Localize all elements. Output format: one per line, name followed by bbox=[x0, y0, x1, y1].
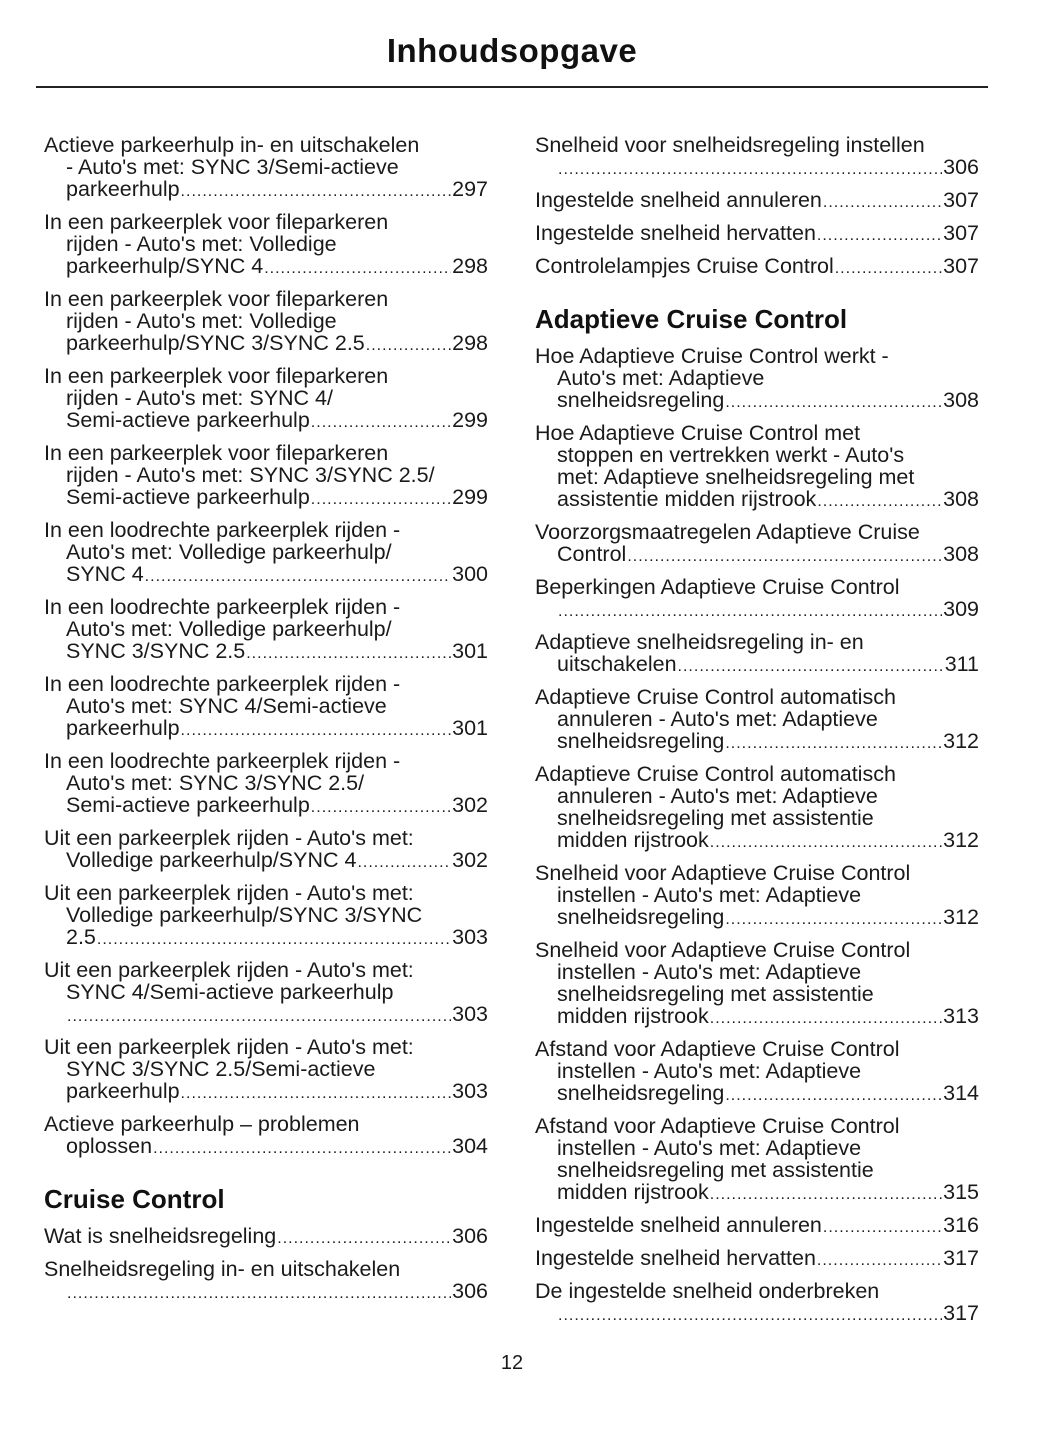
toc-entry-last-line bbox=[535, 389, 979, 414]
toc-entry-last-line bbox=[535, 1082, 979, 1107]
toc-entry-last-line bbox=[535, 1302, 979, 1327]
toc-entry-text: Volledige parkeerhulp/SYNC 4 bbox=[66, 848, 357, 872]
toc-entry[interactable] bbox=[44, 519, 488, 588]
toc-page-number: 312 bbox=[943, 729, 979, 753]
toc-entry[interactable] bbox=[44, 1225, 488, 1250]
toc-entry-last-line bbox=[535, 598, 979, 623]
toc-entry-text: parkeerhulp bbox=[66, 1079, 180, 1103]
toc-entry-line: - Auto's met: SYNC 3/Semi-actieve bbox=[66, 155, 399, 179]
toc-entry[interactable] bbox=[535, 189, 979, 214]
toc-page-number: 316 bbox=[943, 1213, 979, 1237]
toc-entry-line: Afstand voor Adaptieve Cruise Control bbox=[535, 1114, 900, 1138]
toc-entry-last-line bbox=[44, 1080, 488, 1105]
toc-entry-line: Hoe Adaptieve Cruise Control werkt - bbox=[535, 344, 889, 368]
toc-entry-line: Auto's met: Volledige parkeerhulp/ bbox=[66, 617, 392, 641]
section-heading-adaptive-cruise-control: Adaptieve Cruise Control bbox=[535, 304, 848, 334]
toc-entry-line: rijden - Auto's met: SYNC 3/SYNC 2.5/ bbox=[66, 463, 435, 487]
toc-entry-last-line bbox=[535, 543, 979, 568]
dot-leader bbox=[311, 797, 451, 819]
toc-entry-last-line bbox=[535, 189, 979, 214]
toc-entry-line: stoppen en vertrekken werkt - Auto's bbox=[557, 443, 905, 467]
toc-page-number: 311 bbox=[944, 652, 979, 676]
toc-entry[interactable] bbox=[535, 222, 979, 247]
toc-entry-last-line bbox=[44, 332, 488, 357]
toc-page-number: 299 bbox=[452, 485, 488, 509]
dot-leader bbox=[725, 909, 942, 931]
toc-page-number: 303 bbox=[452, 925, 488, 949]
toc-entry-line: met: Adaptieve snelheidsregeling met bbox=[557, 465, 915, 489]
toc-entry-line: rijden - Auto's met: Volledige bbox=[66, 232, 337, 256]
toc-entry[interactable] bbox=[44, 1113, 488, 1160]
toc-entry-last-line bbox=[535, 156, 979, 181]
toc-entry[interactable] bbox=[535, 631, 979, 678]
dot-leader bbox=[817, 225, 942, 247]
toc-page-number: 304 bbox=[452, 1134, 488, 1158]
toc-entry-line: Volledige parkeerhulp/SYNC 3/SYNC bbox=[66, 903, 423, 927]
dot-leader bbox=[67, 1283, 451, 1305]
toc-entry[interactable] bbox=[44, 365, 488, 434]
toc-entry-line: Adaptieve snelheidsregeling in- en bbox=[535, 630, 864, 654]
toc-entry-text: parkeerhulp/SYNC 3/SYNC 2.5 bbox=[66, 331, 365, 355]
toc-right-column bbox=[535, 134, 979, 1335]
toc-page-number: 303 bbox=[452, 1002, 488, 1026]
toc-entry-line: In een parkeerplek voor fileparkeren bbox=[44, 441, 389, 465]
toc-entry-text: Wat is snelheidsregeling bbox=[44, 1224, 277, 1248]
toc-entry-last-line bbox=[44, 563, 488, 588]
toc-entry-last-line bbox=[535, 1005, 979, 1030]
toc-page-number: 307 bbox=[943, 188, 979, 212]
toc-entry-last-line bbox=[535, 829, 979, 854]
dot-leader bbox=[145, 566, 451, 588]
toc-entry-last-line bbox=[535, 1214, 979, 1239]
toc-page-number: 306 bbox=[452, 1279, 488, 1303]
toc-entry-line: Auto's met: Volledige parkeerhulp/ bbox=[66, 540, 392, 564]
toc-entry-line: In een loodrechte parkeerplek rijden - bbox=[44, 672, 401, 696]
page-number: 12 bbox=[500, 1352, 524, 1374]
toc-page-number: 312 bbox=[943, 828, 979, 852]
toc-entry-text: uitschakelen bbox=[557, 652, 677, 676]
toc-entry[interactable] bbox=[44, 1036, 488, 1105]
toc-entry[interactable] bbox=[535, 1214, 979, 1239]
toc-entry-text: Ingestelde snelheid annuleren bbox=[535, 188, 822, 212]
toc-entry[interactable] bbox=[535, 1280, 979, 1327]
toc-entry-text: Control bbox=[557, 542, 627, 566]
page-title: Inhoudsopgave bbox=[386, 32, 638, 69]
toc-page-number: 312 bbox=[943, 905, 979, 929]
dot-leader bbox=[357, 852, 451, 874]
toc-entry-last-line bbox=[44, 255, 488, 280]
toc-entry-line: instellen - Auto's met: Adaptieve bbox=[557, 1059, 862, 1083]
dot-leader bbox=[558, 1305, 942, 1327]
toc-entry-line: Auto's met: SYNC 3/SYNC 2.5/ bbox=[66, 771, 365, 795]
toc-page-number: 315 bbox=[943, 1180, 979, 1204]
toc-entry-line: instellen - Auto's met: Adaptieve bbox=[557, 883, 862, 907]
toc-entry-line: Auto's met: Adaptieve bbox=[557, 366, 765, 390]
toc-entries-adaptive-cruise-control bbox=[535, 345, 979, 1327]
toc-entry[interactable] bbox=[535, 763, 979, 854]
toc-entry[interactable] bbox=[535, 422, 979, 513]
toc-entry[interactable] bbox=[535, 686, 979, 755]
toc-entry-text: Ingestelde snelheid annuleren bbox=[535, 1213, 822, 1237]
toc-entries-parking bbox=[44, 134, 488, 1160]
toc-entry-last-line bbox=[535, 653, 979, 678]
toc-entry-last-line bbox=[535, 1247, 979, 1272]
section-heading-cruise-control: Cruise Control bbox=[44, 1184, 225, 1214]
dot-leader bbox=[817, 491, 942, 513]
toc-entry[interactable] bbox=[535, 1247, 979, 1272]
toc-entry-last-line bbox=[44, 486, 488, 511]
toc-entry-line: Actieve parkeerhulp – problemen bbox=[44, 1112, 360, 1136]
dot-leader bbox=[725, 392, 942, 414]
toc-page-number: 309 bbox=[943, 597, 979, 621]
toc-entry-last-line bbox=[44, 409, 488, 434]
toc-entry-last-line bbox=[44, 717, 488, 742]
toc-entries-cruise-control bbox=[44, 1225, 488, 1305]
toc-entry-line: In een loodrechte parkeerplek rijden - bbox=[44, 518, 401, 542]
toc-left-column bbox=[44, 134, 488, 1313]
toc-page-number: 298 bbox=[452, 331, 488, 355]
toc-page-number: 308 bbox=[943, 487, 979, 511]
toc-entry[interactable] bbox=[44, 750, 488, 819]
toc-entry-last-line bbox=[535, 222, 979, 247]
dot-leader bbox=[311, 412, 451, 434]
toc-entry-line: snelheidsregeling met assistentie bbox=[557, 982, 874, 1006]
dot-leader bbox=[264, 258, 451, 280]
toc-page-number: 313 bbox=[943, 1004, 979, 1028]
toc-entry[interactable] bbox=[44, 442, 488, 511]
toc-entry[interactable] bbox=[44, 288, 488, 357]
toc-entry-last-line bbox=[44, 926, 488, 951]
toc-entry-line: Voorzorgsmaatregelen Adaptieve Cruise bbox=[535, 520, 920, 544]
toc-page-number: 317 bbox=[943, 1301, 979, 1325]
toc-entry-last-line bbox=[44, 1280, 488, 1305]
toc-entry-text: snelheidsregeling bbox=[557, 1081, 725, 1105]
toc-entry-line: In een parkeerplek voor fileparkeren bbox=[44, 210, 389, 234]
toc-entry-line: rijden - Auto's met: Volledige bbox=[66, 309, 337, 333]
dot-leader bbox=[311, 489, 451, 511]
toc-entry-line: instellen - Auto's met: Adaptieve bbox=[557, 960, 862, 984]
toc-entry-last-line bbox=[44, 849, 488, 874]
toc-entry-text: parkeerhulp bbox=[66, 177, 180, 201]
toc-entry-text: Semi-actieve parkeerhulp bbox=[66, 793, 310, 817]
toc-entry-text: Semi-actieve parkeerhulp bbox=[66, 408, 310, 432]
toc-entry-line: Uit een parkeerplek rijden - Auto's met: bbox=[44, 826, 414, 850]
title-divider bbox=[36, 86, 988, 88]
toc-entry-last-line bbox=[44, 178, 488, 203]
toc-entry-line: instellen - Auto's met: Adaptieve bbox=[557, 1136, 862, 1160]
dot-leader bbox=[710, 1184, 942, 1206]
dot-leader bbox=[246, 643, 451, 665]
toc-entry-text: parkeerhulp/SYNC 4 bbox=[66, 254, 264, 278]
toc-page-number: 307 bbox=[943, 221, 979, 245]
toc-entry-line: rijden - Auto's met: SYNC 4/ bbox=[66, 386, 333, 410]
dot-leader bbox=[823, 1217, 942, 1239]
toc-entry-line: Hoe Adaptieve Cruise Control met bbox=[535, 421, 861, 445]
toc-entry-text: Ingestelde snelheid hervatten bbox=[535, 1246, 816, 1270]
toc-entries-cruise-control-cont bbox=[535, 134, 979, 280]
dot-leader bbox=[627, 546, 942, 568]
toc-entry-line: annuleren - Auto's met: Adaptieve bbox=[557, 707, 878, 731]
toc-entry-line: Afstand voor Adaptieve Cruise Control bbox=[535, 1037, 900, 1061]
dot-leader bbox=[67, 1006, 451, 1028]
dot-leader bbox=[725, 733, 942, 755]
toc-entry-line: Uit een parkeerplek rijden - Auto's met: bbox=[44, 1035, 414, 1059]
toc-entry-last-line bbox=[535, 1181, 979, 1206]
toc-entry-last-line bbox=[535, 488, 979, 513]
toc-page-number: 297 bbox=[452, 177, 488, 201]
toc-page-number: 308 bbox=[943, 542, 979, 566]
toc-entry[interactable] bbox=[535, 1038, 979, 1107]
toc-entry-text: 2.5 bbox=[66, 925, 96, 949]
toc-entry-text: midden rijstrook bbox=[557, 1004, 709, 1028]
toc-entry-last-line bbox=[44, 640, 488, 665]
dot-leader bbox=[710, 832, 942, 854]
dot-leader bbox=[710, 1008, 942, 1030]
toc-entry-last-line bbox=[44, 1003, 488, 1028]
toc-entry-last-line bbox=[44, 1225, 488, 1250]
toc-page-number: 302 bbox=[452, 793, 488, 817]
toc-entry[interactable] bbox=[535, 521, 979, 568]
toc-entry[interactable] bbox=[535, 576, 979, 623]
toc-entry-last-line bbox=[535, 730, 979, 755]
toc-entry-line: Snelheid voor snelheidsregeling instellen bbox=[535, 133, 925, 157]
toc-entry[interactable] bbox=[44, 827, 488, 874]
toc-page-number: 301 bbox=[452, 639, 488, 663]
toc-entry[interactable] bbox=[44, 673, 488, 742]
dot-leader bbox=[817, 1250, 942, 1272]
toc-entry-last-line bbox=[44, 1135, 488, 1160]
toc-entry[interactable] bbox=[535, 862, 979, 931]
toc-entry-line: snelheidsregeling met assistentie bbox=[557, 1158, 874, 1182]
dot-leader bbox=[823, 192, 942, 214]
toc-entry-last-line bbox=[535, 906, 979, 931]
toc-entry-line: Actieve parkeerhulp in- en uitschakelen bbox=[44, 133, 420, 157]
toc-entry-text: Ingestelde snelheid hervatten bbox=[535, 221, 816, 245]
toc-entry-line: Snelheidsregeling in- en uitschakelen bbox=[44, 1257, 401, 1281]
toc-page-number: 317 bbox=[943, 1246, 979, 1270]
toc-entry[interactable] bbox=[44, 959, 488, 1028]
toc-entry-line: Adaptieve Cruise Control automatisch bbox=[535, 685, 896, 709]
toc-entry-text: midden rijstrook bbox=[557, 828, 709, 852]
dot-leader bbox=[678, 656, 944, 678]
toc-entry[interactable] bbox=[44, 134, 488, 203]
toc-page-number: 300 bbox=[452, 562, 488, 586]
toc-entry-line: Beperkingen Adaptieve Cruise Control bbox=[535, 575, 900, 599]
toc-entry[interactable] bbox=[44, 1258, 488, 1305]
dot-leader bbox=[558, 601, 942, 623]
toc-entry-line: Snelheid voor Adaptieve Cruise Control bbox=[535, 861, 911, 885]
toc-entry-line: annuleren - Auto's met: Adaptieve bbox=[557, 784, 878, 808]
toc-entry-line: Uit een parkeerplek rijden - Auto's met: bbox=[44, 958, 414, 982]
toc-entry-text: SYNC 3/SYNC 2.5 bbox=[66, 639, 246, 663]
toc-entry-text: midden rijstrook bbox=[557, 1180, 709, 1204]
toc-entry-line: Snelheid voor Adaptieve Cruise Control bbox=[535, 938, 911, 962]
toc-entry-text: assistentie midden rijstrook bbox=[557, 487, 817, 511]
toc-entry[interactable] bbox=[535, 1115, 979, 1206]
toc-entry-line: In een parkeerplek voor fileparkeren bbox=[44, 364, 389, 388]
toc-page-number: 298 bbox=[452, 254, 488, 278]
toc-entry-line: De ingestelde snelheid onderbreken bbox=[535, 1279, 880, 1303]
toc-entry-line: snelheidsregeling met assistentie bbox=[557, 806, 874, 830]
toc-entry[interactable] bbox=[44, 596, 488, 665]
toc-entry-text: parkeerhulp bbox=[66, 716, 180, 740]
toc-entry-line: SYNC 3/SYNC 2.5/Semi-actieve bbox=[66, 1057, 376, 1081]
toc-entry-line: In een loodrechte parkeerplek rijden - bbox=[44, 749, 401, 773]
toc-page-number: 314 bbox=[943, 1081, 979, 1105]
toc-entry-line: SYNC 4/Semi-actieve parkeerhulp bbox=[66, 980, 394, 1004]
toc-entry-last-line bbox=[44, 794, 488, 819]
toc-entry-text: SYNC 4 bbox=[66, 562, 144, 586]
toc-entry-text: Semi-actieve parkeerhulp bbox=[66, 485, 310, 509]
toc-page-number: 303 bbox=[452, 1079, 488, 1103]
dot-leader bbox=[558, 159, 942, 181]
toc-entry-text: Controlelampjes Cruise Control bbox=[535, 254, 834, 278]
toc-page-number: 308 bbox=[943, 388, 979, 412]
toc-page-number: 299 bbox=[452, 408, 488, 432]
dot-leader bbox=[97, 929, 451, 951]
toc-page-number: 302 bbox=[452, 848, 488, 872]
toc-entry-text: snelheidsregeling bbox=[557, 905, 725, 929]
dot-leader bbox=[181, 720, 452, 742]
toc-entry-last-line bbox=[535, 255, 979, 280]
toc-entry-line: In een loodrechte parkeerplek rijden - bbox=[44, 595, 401, 619]
toc-entry-line: Uit een parkeerplek rijden - Auto's met: bbox=[44, 881, 414, 905]
dot-leader bbox=[153, 1138, 451, 1160]
toc-entry[interactable] bbox=[535, 939, 979, 1030]
toc-page-number: 306 bbox=[452, 1224, 488, 1248]
toc-entry-text: snelheidsregeling bbox=[557, 729, 725, 753]
dot-leader bbox=[366, 335, 451, 357]
toc-page-number: 301 bbox=[452, 716, 488, 740]
dot-leader bbox=[277, 1228, 451, 1250]
toc-entry[interactable] bbox=[535, 345, 979, 414]
toc-entry[interactable] bbox=[44, 211, 488, 280]
toc-entry[interactable] bbox=[535, 255, 979, 280]
toc-entry-line: In een parkeerplek voor fileparkeren bbox=[44, 287, 389, 311]
toc-entry-line: Adaptieve Cruise Control automatisch bbox=[535, 762, 896, 786]
dot-leader bbox=[835, 258, 942, 280]
toc-entry[interactable] bbox=[44, 882, 488, 951]
dot-leader bbox=[181, 181, 452, 203]
toc-entry-text: oplossen bbox=[66, 1134, 153, 1158]
dot-leader bbox=[725, 1085, 942, 1107]
toc-entry-line: Auto's met: SYNC 4/Semi-actieve bbox=[66, 694, 387, 718]
toc-entry-text: snelheidsregeling bbox=[557, 388, 725, 412]
dot-leader bbox=[181, 1083, 452, 1105]
toc-page-number: 307 bbox=[943, 254, 979, 278]
toc-entry[interactable] bbox=[535, 134, 979, 181]
toc-page-number: 306 bbox=[943, 155, 979, 179]
